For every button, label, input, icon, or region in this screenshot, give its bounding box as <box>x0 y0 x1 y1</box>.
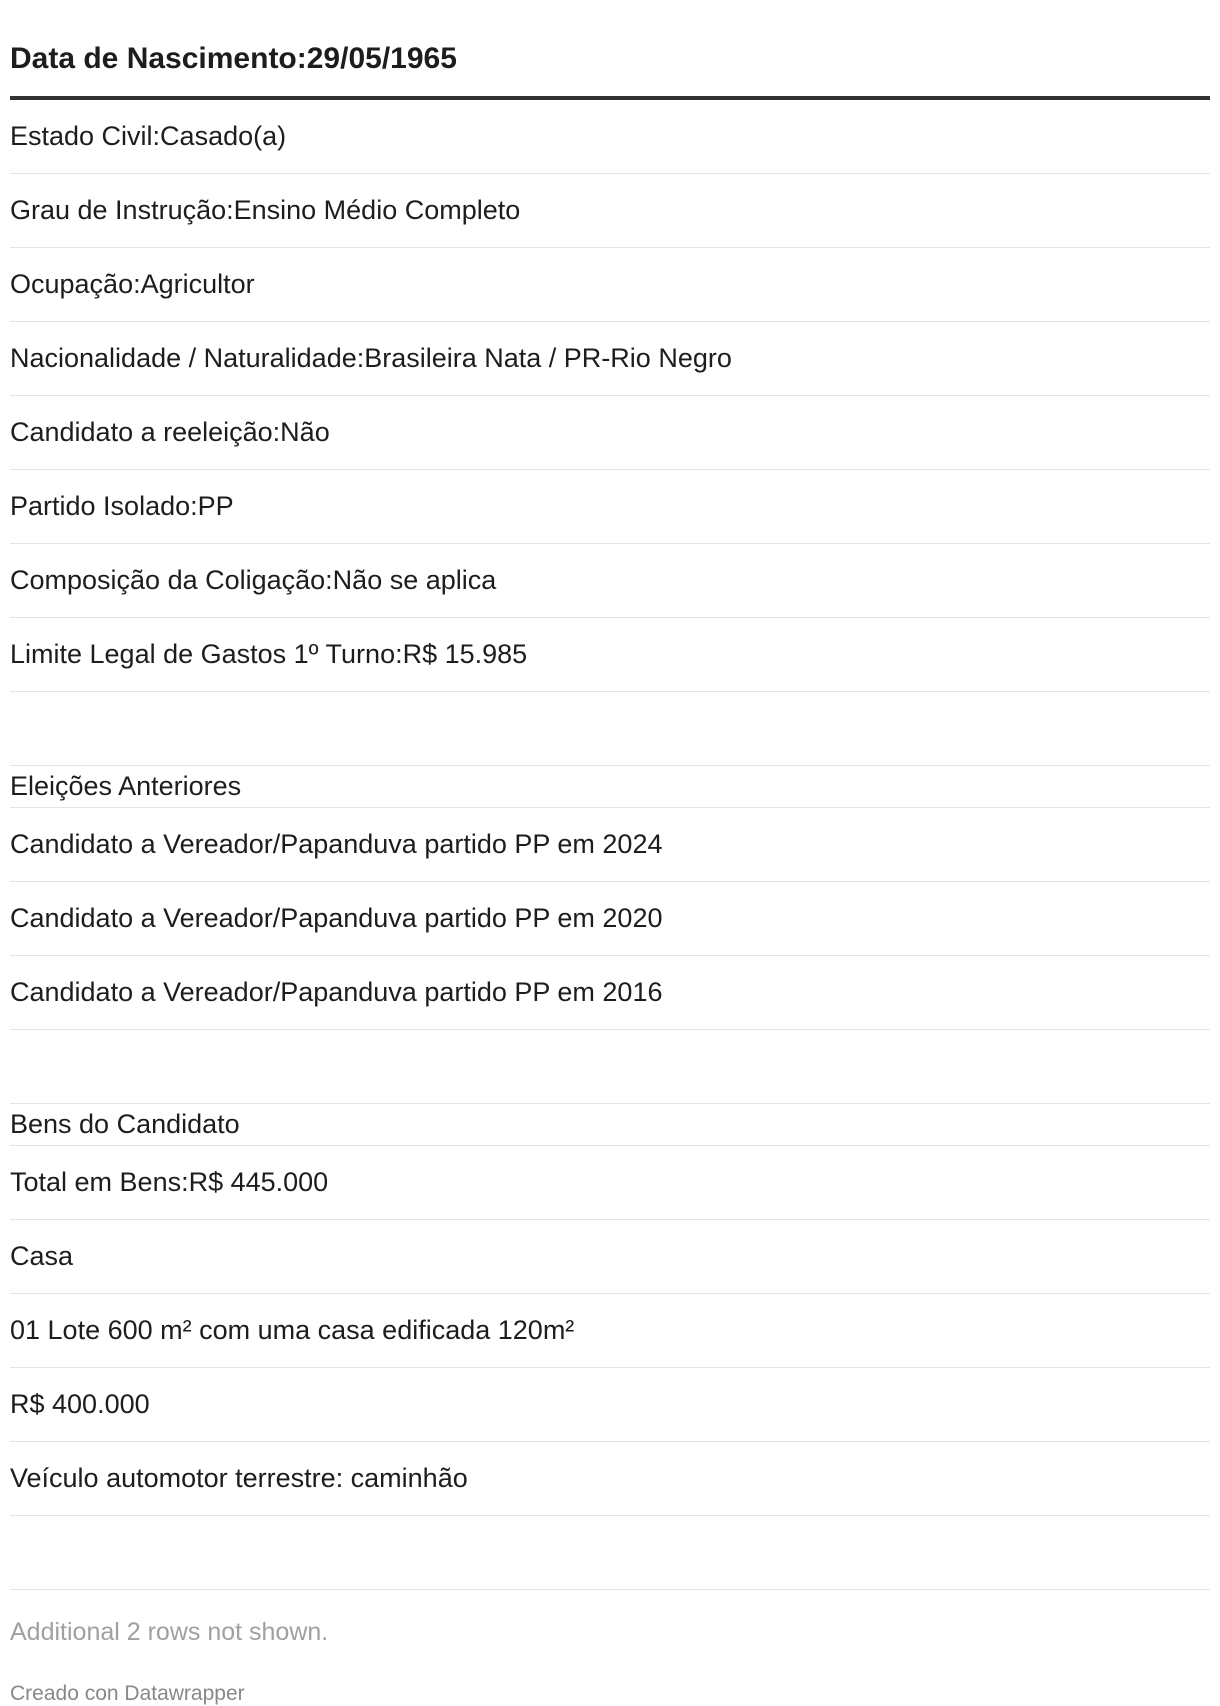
table-row <box>10 1516 1210 1590</box>
table-row: Candidato a Vereador/Papanduva partido PP em 2024 <box>10 808 1210 882</box>
table-row: Grau de Instrução:Ensino Médio Completo <box>10 174 1210 248</box>
table-row: Candidato a Vereador/Papanduva partido PP em 2020 <box>10 882 1210 956</box>
datawrapper-credit[interactable]: Creado con Datawrapper <box>10 1682 245 1705</box>
table-row: Ocupação:Agricultor <box>10 248 1210 322</box>
table-row: Composição da Coligação:Não se aplica <box>10 544 1210 618</box>
data-table <box>10 0 1210 1590</box>
table-row: R$ 400.000 <box>10 1368 1210 1442</box>
table-row-empty: Bens do Candidato <box>10 1104 1210 1146</box>
table-row: Total em Bens:R$ 445.000 <box>10 1146 1210 1220</box>
table-notes: Additional 2 rows not shown. <box>10 1618 329 1646</box>
table-row <box>10 1030 1210 1104</box>
table-row: Candidato a Vereador/Papanduva partido PP em 2016 <box>10 956 1210 1030</box>
table-row: Nacionalidade / Naturalidade:Brasileira Nata / PR-Rio Negro <box>10 322 1210 396</box>
table-row: 01 Lote 600 m² com uma casa edificada 120m² <box>10 1294 1210 1368</box>
table-row: Casa <box>10 1220 1210 1294</box>
table-header: Data de Nascimento:29/05/1965 <box>10 0 1210 100</box>
table-row: Limite Legal de Gastos 1º Turno:R$ 15.985 <box>10 618 1210 692</box>
table-row: Veículo automotor terrestre: caminhão <box>10 1442 1210 1516</box>
table-row: Partido Isolado:PP <box>10 470 1210 544</box>
table-row: Candidato a reeleição:Não <box>10 396 1210 470</box>
table-row <box>10 692 1210 766</box>
table-row-empty: Eleições Anteriores <box>10 766 1210 808</box>
table-row: Estado Civil:Casado(a) <box>10 100 1210 174</box>
